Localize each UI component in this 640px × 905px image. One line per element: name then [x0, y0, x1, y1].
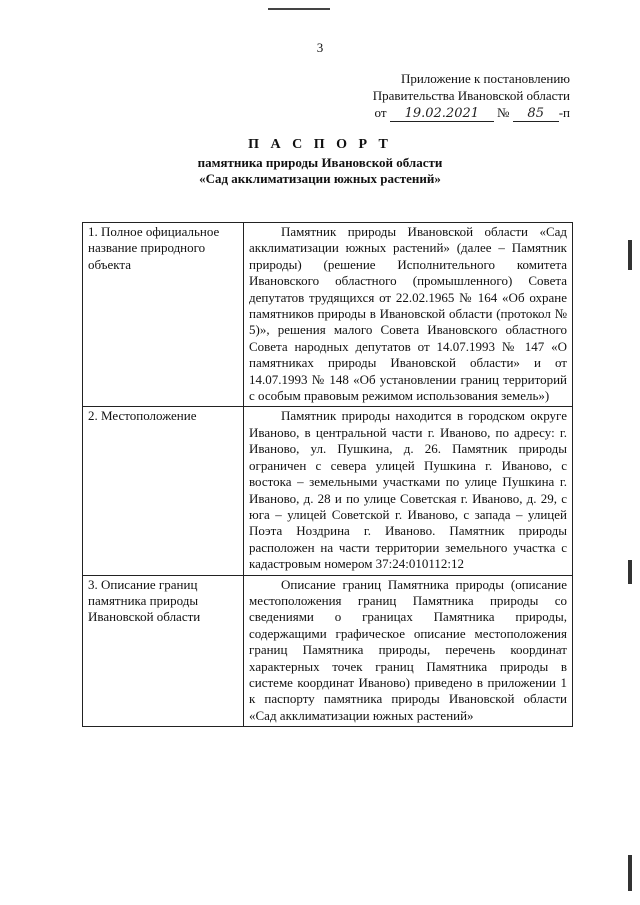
scan-edge-mark	[628, 240, 632, 270]
scan-top-line	[268, 8, 330, 10]
scan-edge-mark	[628, 560, 632, 584]
table-row	[83, 575, 573, 727]
title-subject: памятника природы Ивановской области	[197, 155, 443, 170]
document-title	[0, 137, 640, 187]
table-row	[83, 407, 573, 575]
row-text: Описание границ Памятника природы (описание местоположения границ Памятника природы со сведениями о границах Памятника природы, содержащими графическое описание местоположения границ Памятника природы, перечень координат характерных точек границ Памятника природы в системе координат Иваново) приведено в приложении 1 к паспорту памятника природы Ивановской области «Сад акклиматизации южных растений»	[244, 575, 573, 727]
row-text: Памятник природы находится в городском округе Иваново, в центральной части г. Иваново, по адресу: г. Иваново, ул. Пушкина, д. 26. Памятник природы ограничен с севера улицей Пушкина г. Иваново, с востока – земельными участками по улице Пушкина г. Иваново, д. 28 и по улице Советская г. Иваново, д. 29, с юга – улицей Советской г. Иваново, с запада – улицей Поэта Ноздрина г. Иваново. Памятник природы расположен на части территории земельного участка с кадастровым номером 37:24:010112:12	[244, 407, 573, 575]
appendix-header	[373, 70, 570, 122]
number-suffix: -п	[558, 105, 570, 120]
title-passport: П А С П О Р Т	[248, 137, 392, 152]
number-prefix: №	[497, 105, 510, 120]
handwritten-number: 85	[513, 107, 559, 122]
appendix-date-line	[373, 104, 570, 122]
handwritten-date: 19.02.2021	[390, 107, 494, 122]
page-number: 3	[316, 40, 324, 55]
date-prefix: от	[374, 105, 387, 120]
appendix-line-2: Правительства Ивановской области	[372, 88, 570, 103]
passport-table	[82, 222, 573, 727]
row-text: Памятник природы Ивановской области «Сад акклиматизации южных растений» (далее – Памятник природы) (решение Исполнительного комитета Ивановского областного (промышленного) Совета депутатов трудящихся от 22.02.1965 № 164 «Об охране памятников природы в Ивановской области (протокол № 5)», решения малого Совета Ивановского областного Совета народных депутатов от 14.07.1993 № 147 «О памятниках природы Ивановской области» и от 14.07.1993 № 148 «Об установлении границ территорий с особым правовым режимом использования земель»)	[244, 223, 573, 407]
row-label: 3. Описание границ памятника природы Ивановской области	[83, 575, 244, 727]
scan-edge-mark	[628, 855, 632, 891]
row-label: 1. Полное официальное название природного объекта	[83, 223, 244, 407]
appendix-line-1: Приложение к постановлению	[400, 71, 570, 86]
row-label: 2. Местоположение	[83, 407, 244, 575]
table-row	[83, 223, 573, 407]
title-object-name: «Сад акклиматизации южных растений»	[199, 171, 441, 186]
